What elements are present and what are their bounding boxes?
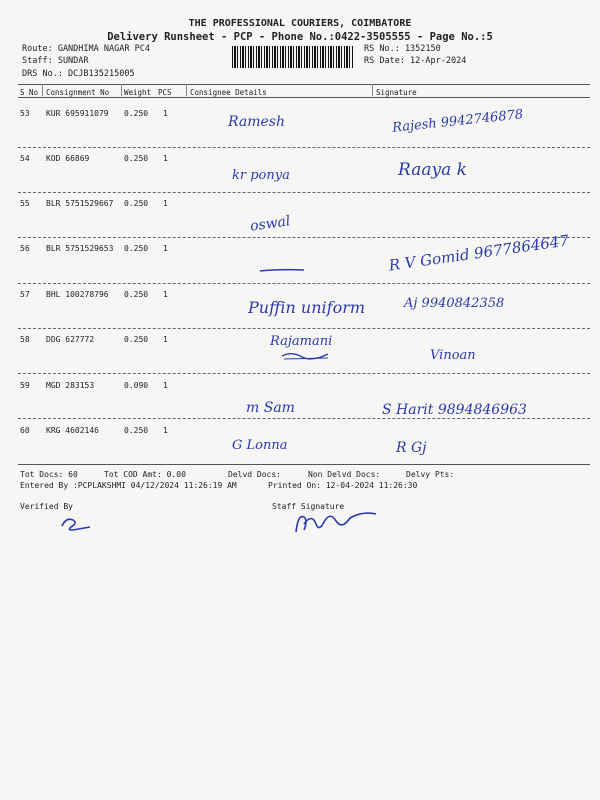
- consignee-handwriting: Puffin uniform: [248, 298, 366, 317]
- row-weight: 0.250: [124, 426, 149, 435]
- rs-date: RS Date: 12-Apr-2024: [364, 56, 467, 66]
- consignee-handwriting: G Lonna: [232, 438, 288, 453]
- row-sno: 53: [20, 109, 30, 118]
- row-divider: [18, 328, 590, 329]
- signature-handwriting: R V Gomid 9677864647: [387, 231, 570, 275]
- verified-signature: [58, 514, 94, 536]
- row-sno: 56: [20, 244, 30, 253]
- row-weight: 0.090: [124, 381, 149, 390]
- row-divider: [18, 237, 590, 238]
- row-weight: 0.250: [124, 199, 149, 208]
- delivery-points: Delvy Pts:: [406, 470, 455, 479]
- runsheet-title: Delivery Runsheet - PCP - Phone No.:0422-3505555 - Page No.:5: [107, 31, 493, 43]
- company-name: THE PROFESSIONAL COURIERS, COIMBATORE: [188, 18, 412, 29]
- consignee-handwriting: m Sam: [246, 400, 295, 416]
- table-bottom-rule: [18, 464, 590, 465]
- row-sno: 54: [20, 154, 30, 163]
- row-consignment: BLR 5751529653: [46, 244, 114, 253]
- row-weight: 0.250: [124, 154, 149, 163]
- col-sno-header: S No: [20, 88, 39, 97]
- row-weight: 0.250: [124, 335, 149, 344]
- row-weight: 0.250: [124, 290, 149, 299]
- row-sno: 59: [20, 381, 30, 390]
- row-weight: 0.250: [124, 244, 149, 253]
- row-consignment: KUR 695911079: [46, 109, 109, 118]
- signature-handwriting: Raaya k: [398, 160, 467, 180]
- col-consignment-header: Consignment No: [46, 88, 110, 97]
- col-consignee-header: Consignee Details: [190, 88, 267, 97]
- table-top-rule: [18, 84, 590, 85]
- row-consignment: MGD 283153: [46, 381, 95, 390]
- row-sno: 60: [20, 426, 30, 435]
- col-weight-header: Weight: [124, 88, 152, 97]
- staff-signature-label: Staff Signature: [272, 502, 345, 511]
- total-cod-amount: Tot COD Amt: 0.00: [104, 470, 186, 479]
- staff-signature: [290, 508, 382, 538]
- col-divider: [372, 84, 373, 96]
- row-pcs: 1: [163, 154, 168, 163]
- consignee-handwriting: kr ponya: [232, 168, 290, 183]
- row-pcs: 1: [163, 335, 168, 344]
- consignee-handwriting: Rajamani: [270, 334, 333, 349]
- row-divider: [18, 283, 590, 284]
- row-sno: 55: [20, 199, 30, 208]
- row-pcs: 1: [163, 109, 168, 118]
- barcode: [232, 46, 354, 68]
- row-consignment: DDG 627772: [46, 335, 95, 344]
- row-pcs: 1: [163, 199, 168, 208]
- strikethrough-scribble: [280, 350, 332, 362]
- row-divider: [18, 147, 590, 148]
- delivered-docs: Delvd Docs:: [228, 470, 281, 479]
- row-pcs: 1: [163, 290, 168, 299]
- drs-number: DRS No.: DCJB135215005: [22, 69, 135, 79]
- signature-handwriting: Vinoan: [430, 348, 476, 363]
- col-pcs-header: PCS: [158, 88, 172, 97]
- table-header-rule: [18, 97, 590, 98]
- row-sno: 57: [20, 290, 30, 299]
- total-docs: Tot Docs: 60: [20, 470, 78, 479]
- non-delivered-docs: Non Delvd Docs:: [308, 470, 381, 479]
- row-consignment: KRG 4602146: [46, 426, 99, 435]
- col-divider: [42, 84, 43, 96]
- row-pcs: 1: [163, 381, 168, 390]
- row-divider: [18, 418, 590, 419]
- consignee-handwriting: oswal: [249, 213, 292, 235]
- route-label: Route: GANDHIMA NAGAR PC4: [22, 44, 150, 54]
- row-weight: 0.250: [124, 109, 149, 118]
- entered-by: Entered By :PCPLAKSHMI 04/12/2024 11:26:19 AM: [20, 481, 237, 490]
- col-divider: [121, 84, 122, 96]
- row-consignment: BHL 100278796: [46, 290, 109, 299]
- staff-label: Staff: SUNDAR: [22, 56, 89, 66]
- consignee-handwriting: Ramesh: [228, 114, 285, 130]
- verified-by-label: Verified By: [20, 502, 73, 511]
- signature-handwriting: R Gj: [396, 440, 427, 456]
- handwritten-dash: [258, 266, 308, 274]
- row-pcs: 1: [163, 244, 168, 253]
- row-pcs: 1: [163, 426, 168, 435]
- printed-on: Printed On: 12-04-2024 11:26:30: [268, 481, 418, 490]
- row-consignment: KOD 66869: [46, 154, 90, 163]
- row-divider: [18, 192, 590, 193]
- signature-handwriting: Aj 9940842358: [404, 296, 505, 311]
- row-divider: [18, 373, 590, 374]
- rs-number: RS No.: 1352150: [364, 44, 441, 54]
- row-sno: 58: [20, 335, 30, 344]
- row-consignment: BLR 5751529667: [46, 199, 114, 208]
- col-divider: [186, 84, 187, 96]
- col-signature-header: Signature: [376, 88, 417, 97]
- signature-handwriting: S Harit 9894846963: [382, 402, 527, 418]
- signature-handwriting: Rajesh 9942746878: [391, 107, 524, 136]
